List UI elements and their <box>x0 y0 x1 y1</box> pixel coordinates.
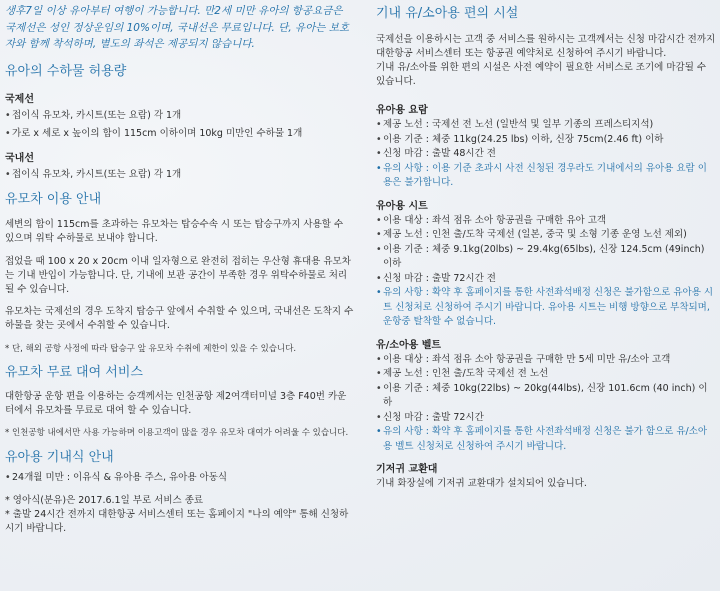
facilities-heading: 기내 유/소아용 편의 시설 <box>376 6 519 21</box>
left-column <box>5 0 355 536</box>
list-item: • 신청 마감 : 출발 48시간 전 <box>376 147 716 162</box>
intl-label: 국제선 <box>5 93 34 105</box>
list-item: • 제공 노선 : 인천 출/도착 국제선 (일본, 중국 및 소형 기종 운영 노선 제외) <box>376 228 716 243</box>
seat-label: 유아용 시트 <box>376 200 428 212</box>
stroller-heading: 유모차 이용 안내 <box>5 192 102 207</box>
list-item: • 신청 마감 : 출발 72시간 <box>376 411 716 426</box>
meal-heading: 유아용 기내식 안내 <box>5 450 114 465</box>
stroller-paragraph-2: 접었을 때 100 x 20 x 20cm 이내 일자형으로 완전히 접히는 우산형 휴대용 유모차는 기내 반입이 가능합니다. 단, 기내에 보관 공간이 부족한 경우 위탁수하물로 처리될 수 있습니다. <box>5 256 351 295</box>
seat-warning: • 유의 사항 : 확약 후 홈페이지를 통한 사전좌석배정 신청은 불가함으로 유아용 시트 신청처로 신청하여 주시기 바랍니다. 유아용 시트는 비행 방향으로 부착되며, 운항중 탈착할 수 없습니다. <box>376 286 716 330</box>
meal-note-2: * 출발 24시간 전까지 대한항공 서비스센터 또는 홈페이지 "나의 예약" 통해 신청하시기 바랍니다. <box>5 508 349 534</box>
meal-note-1: * 영아식(분유)은 2017.6.1일 부로 서비스 종료 <box>5 494 204 506</box>
infant-fare-intro: 생후7일 이상 유아부터 여행이 가능합니다. 만2세 미만 유아의 항공요금은 국제선은 성인 정상운임의 10%이며, 국내선은 무료입니다. 단, 유아는 보호자와 함께 착석하며, 별도의 좌석은 제공되지 않습니다. <box>5 5 350 50</box>
list-item: • 신청 마감 : 출발 72시간 전 <box>376 272 716 287</box>
list-item: • 이용 기준 : 체중 11kg(24.25 lbs) 이하, 신장 75cm(2.46 ft) 이하 <box>376 133 716 148</box>
list-item: • 가로 x 세로 x 높이의 합이 115cm 이하이며 10kg 미만인 수하물 1개 <box>5 127 355 142</box>
facilities-paragraph-2: 기내 유/소아를 위한 편의 시설은 사전 예약이 필요한 서비스로 조기에 마감될 수 있습니다. <box>376 62 707 87</box>
list-item: • 이용 대상 : 좌석 점유 소아 항공권을 구매한 유아 고객 <box>376 214 716 229</box>
cradle-label: 유아용 요람 <box>376 105 428 116</box>
list-item: • 이용 기준 : 체중 10kg(22lbs) ~ 20kg(44lbs), 신장 101.6cm (40 inch) 이하 <box>376 382 716 411</box>
stroller-paragraph-1: 세변의 합이 115cm를 초과하는 유모차는 탑승수속 시 또는 탑승구까지 사용할 수 있으며 위탁 수하물로 보내야 합니다. <box>5 219 344 244</box>
stroller-paragraph-3: 유모차는 국제선의 경우 도착지 탑승구 앞에서 수취할 수 있으며, 국내선은 도착지 수하물을 찾는 곳에서 수취할 수 있습니다. <box>5 306 354 331</box>
rental-note: * 인천공항 내에서만 사용 가능하며 이용고객이 많을 경우 유모차 대여가 어려울 수 있습니다. <box>5 428 349 438</box>
baggage-heading: 유아의 수하물 허용량 <box>5 63 127 79</box>
rental-paragraph: 대한항공 운항 편을 이용하는 승객께서는 인천공항 제2여객터미널 3층 F40번 카운터에서 유모차를 무료로 대여 할 수 있습니다. <box>5 391 347 416</box>
belt-warning: • 유의 사항 : 확약 후 홈페이지를 통한 사전좌석배정 신청은 불가 함으로 유/소아용 벨트 신청처로 신청하여 주시기 바랍니다. <box>376 425 716 454</box>
facilities-paragraph-1: 국제선을 이용하시는 고객 중 서비스를 원하시는 고객께서는 신청 마감시간 전까지 대한항공 서비스센터 또는 항공권 예약처로 신청하여 주시기 바랍니다. <box>376 34 716 59</box>
list-item: • 이용 기준 : 체중 9.1kg(20lbs) ~ 29.4kg(65lbs), 신장 124.5cm (49inch) 이하 <box>376 243 716 272</box>
stroller-note: * 단, 해외 공항 사정에 따라 탑승구 앞 유모차 수취에 제한이 있을 수 있습니다. <box>5 344 297 354</box>
list-item: • 이용 대상 : 좌석 점유 소아 항공권을 구매한 만 5세 미만 유/소아 고객 <box>376 353 716 368</box>
right-column <box>376 0 716 491</box>
list-item: • 접이식 유모차, 카시트(또는 요람) 각 1개 <box>5 109 355 124</box>
list-item: • 접이식 유모차, 카시트(또는 요람) 각 1개 <box>5 168 355 183</box>
cradle-warning: • 유의 사항 : 이용 기준 초과시 사전 신청된 경우라도 기내에서의 유아용 요람 이용은 불가합니다. <box>376 162 716 191</box>
diaper-label: 기저귀 교환대 <box>376 464 438 475</box>
list-item: • 제공 노선 : 인천 출/도착 국제선 전 노선 <box>376 367 716 382</box>
belt-label: 유/소아용 벨트 <box>376 339 442 351</box>
list-item: • 제공 노선 : 국제선 전 노선 (일반석 및 일부 기종의 프레스티지석) <box>376 118 716 133</box>
dom-label: 국내선 <box>5 152 34 164</box>
rental-heading: 유모차 무료 대여 서비스 <box>5 365 143 380</box>
list-item: • 24개월 미만 : 이유식 & 유아용 주스, 유아용 아동식 <box>5 471 355 486</box>
diaper-text: 기내 화장실에 기저귀 교환대가 설치되어 있습니다. <box>376 478 587 489</box>
